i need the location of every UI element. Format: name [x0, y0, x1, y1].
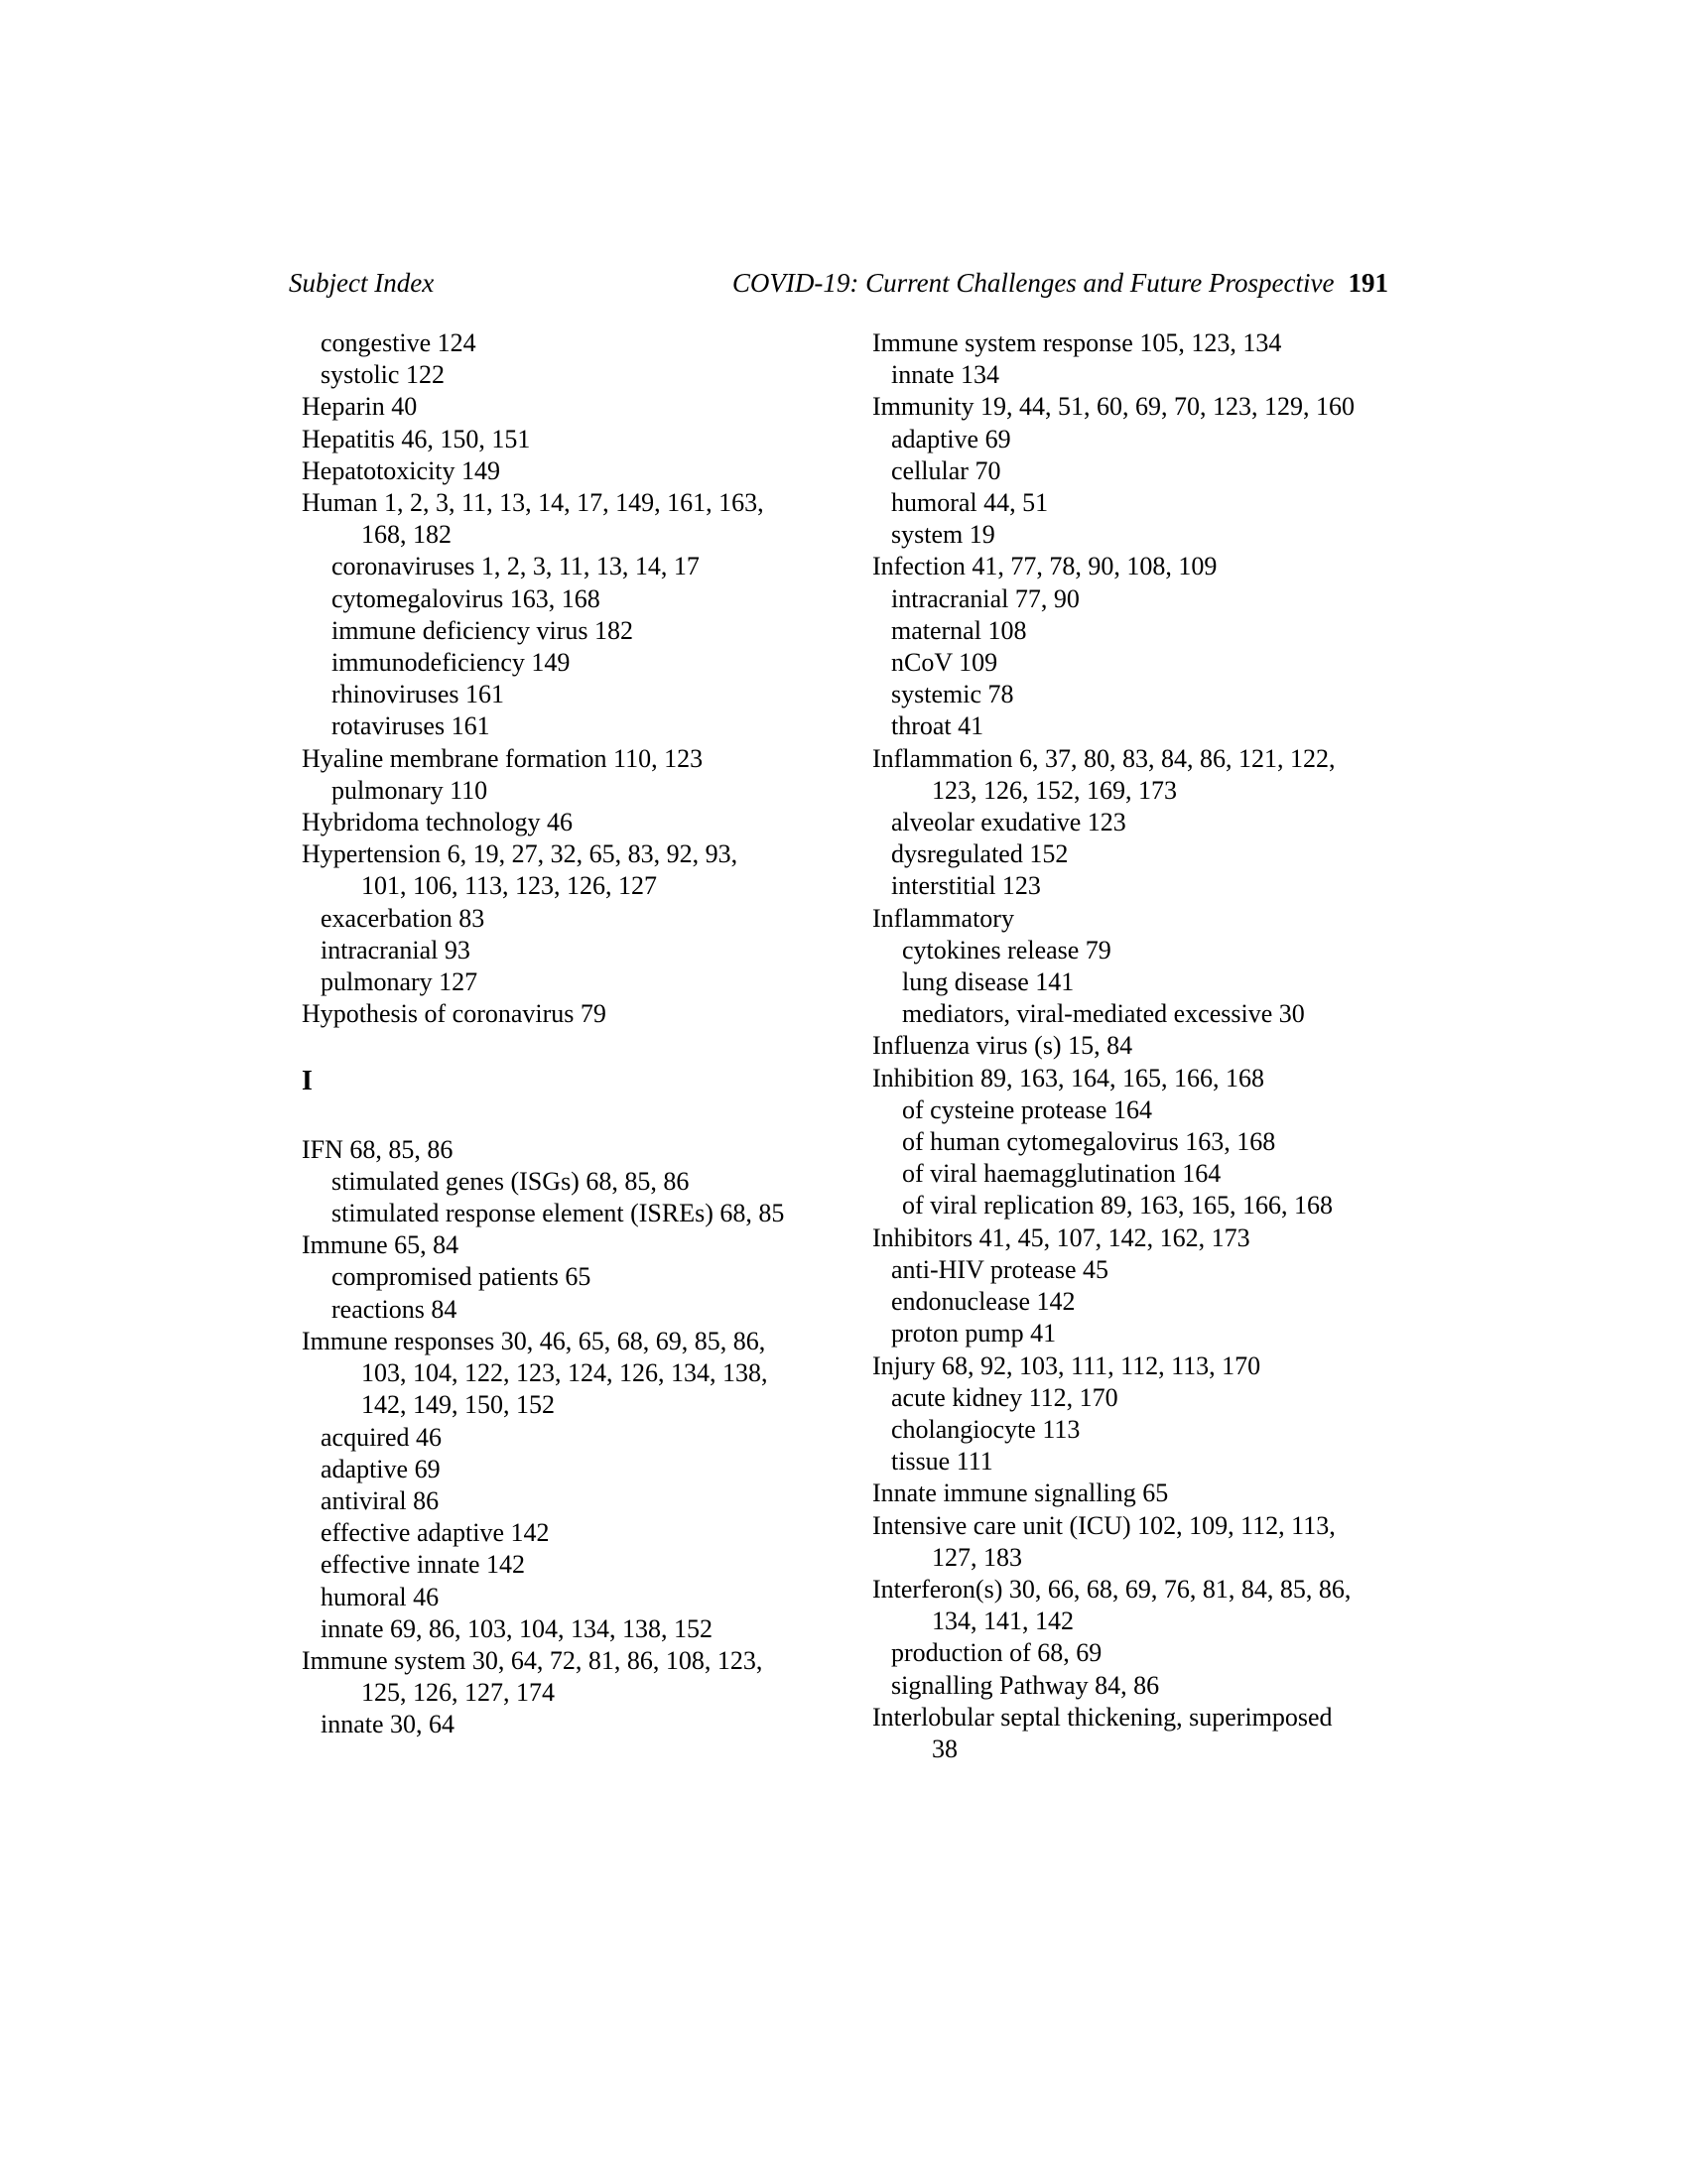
index-entry-line: Innate immune signalling 65: [872, 1478, 1169, 1508]
index-entry-line: intracranial 77, 90: [891, 583, 1080, 613]
index-blank-line: [302, 1030, 857, 1066]
index-entry-line: Heparin 40: [302, 392, 418, 422]
index-entry-line: exacerbation 83: [321, 903, 485, 933]
index-blank-line: [302, 1098, 857, 1134]
index-entry-line: compromised patients 65: [331, 1262, 591, 1292]
index-entry-line: Inflammatory: [872, 903, 1014, 933]
index-entry-line: stimulated response element (ISREs) 68, 85: [331, 1199, 785, 1228]
index-entry-line: cytokines release 79: [902, 935, 1111, 964]
index-entry-line: throat 41: [891, 711, 984, 741]
index-entry-line: 125, 126, 127, 174: [361, 1678, 555, 1708]
index-entry-line: Immunity 19, 44, 51, 60, 69, 70, 123, 129, 160: [872, 392, 1356, 422]
index-entry-line: Hypothesis of coronavirus 79: [302, 999, 606, 1029]
index-entry-line: 127, 183: [932, 1542, 1022, 1572]
index-entry-line: Hybridoma technology 46: [302, 808, 573, 837]
page-number: 191: [1348, 268, 1388, 298]
index-entry-line: innate 69, 86, 103, 104, 134, 138, 152: [321, 1613, 714, 1643]
index-entry-line: alveolar exudative 123: [891, 808, 1126, 837]
index-entry-line: of viral haemagglutination 164: [902, 1159, 1222, 1189]
index-entry-line: of viral replication 89, 163, 165, 166, 168: [902, 1191, 1333, 1220]
index-entry-line: of cysteine protease 164: [902, 1094, 1152, 1124]
index-column-left: [302, 327, 857, 1741]
index-entry-line: 123, 126, 152, 169, 173: [932, 775, 1177, 805]
index-entry-line: coronaviruses 1, 2, 3, 11, 13, 14, 17: [331, 552, 700, 581]
index-entry-line: lung disease 141: [902, 967, 1075, 997]
index-entry-line: maternal 108: [891, 615, 1027, 645]
index-entry-line: IFN 68, 85, 86: [302, 1134, 454, 1164]
index-entry-line: nCoV 109: [891, 648, 998, 678]
index-entry-line: Injury 68, 92, 103, 111, 112, 113, 170: [872, 1350, 1261, 1380]
index-entry-line: Immune 65, 84: [302, 1230, 459, 1260]
index-entry-line: Hyaline membrane formation 110, 123: [302, 743, 704, 773]
index-entry-line: antiviral 86: [321, 1485, 440, 1515]
index-entry-line: anti-HIV protease 45: [891, 1254, 1109, 1284]
index-entry-line: Intensive care unit (ICU) 102, 109, 112, 113,: [872, 1510, 1336, 1540]
index-entry-line: 103, 104, 122, 123, 124, 126, 134, 138,: [361, 1358, 768, 1388]
index-entry-line: humoral 44, 51: [891, 488, 1049, 518]
page-header: [289, 268, 1388, 298]
index-entry-line: 134, 141, 142: [932, 1606, 1074, 1636]
index-entry-line: Immune system response 105, 123, 134: [872, 328, 1282, 357]
index-entry-line: Immune responses 30, 46, 65, 68, 69, 85, 86,: [302, 1326, 766, 1355]
index-entry-line: Influenza virus (s) 15, 84: [872, 1031, 1133, 1061]
index-entry-line: immune deficiency virus 182: [331, 615, 633, 645]
index-column-right: [872, 327, 1428, 1765]
index-entry-line: rotaviruses 161: [331, 711, 490, 741]
index-entry-line: Infection 41, 77, 78, 90, 108, 109: [872, 552, 1218, 581]
index-entry-line: pulmonary 110: [331, 775, 488, 805]
index-entry-line: Human 1, 2, 3, 11, 13, 14, 17, 149, 161, 163,: [302, 488, 764, 518]
index-entry-line: 168, 182: [361, 520, 452, 550]
index-entry-line: acquired 46: [321, 1422, 443, 1452]
index-entry-line: Hepatitis 46, 150, 151: [302, 424, 531, 453]
index-entry-line: cellular 70: [891, 455, 1001, 485]
running-head-right: [732, 268, 1388, 298]
index-entry-line: proton pump 41: [891, 1319, 1057, 1349]
index-entry-line: dysregulated 152: [891, 839, 1069, 869]
index-entry-line: immunodeficiency 149: [331, 648, 571, 678]
index-entry-line: signalling Pathway 84, 86: [891, 1670, 1160, 1700]
index-entry-line: 142, 149, 150, 152: [361, 1390, 555, 1420]
index-entry-line: systemic 78: [891, 680, 1014, 709]
index-entry-line: effective adaptive 142: [321, 1518, 550, 1548]
index-entry-line: Hypertension 6, 19, 27, 32, 65, 83, 92, 93,: [302, 839, 738, 869]
index-entry-line: Immune system 30, 64, 72, 81, 86, 108, 123,: [302, 1645, 763, 1675]
index-entry-line: pulmonary 127: [321, 967, 478, 997]
index-entry-line: interstitial 123: [891, 871, 1041, 901]
index-entry-line: intracranial 93: [321, 935, 470, 964]
index-entry-line: reactions 84: [331, 1294, 457, 1324]
index-entry-line: of human cytomegalovirus 163, 168: [902, 1127, 1276, 1157]
index-entry-line: tissue 111: [891, 1447, 993, 1477]
index-entry-line: innate 134: [891, 360, 1000, 390]
index-entry-line: Inhibition 89, 163, 164, 165, 166, 168: [872, 1063, 1265, 1092]
index-entry-line: acute kidney 112, 170: [891, 1382, 1118, 1412]
running-head-book-title: COVID-19: Current Challenges and Future Prospective: [731, 268, 1335, 298]
index-entry-line: systolic 122: [321, 360, 445, 390]
index-entry-line: cholangiocyte 113: [891, 1414, 1081, 1444]
index-entry-line: stimulated genes (ISGs) 68, 85, 86: [331, 1166, 690, 1196]
index-entry-line: humoral 46: [321, 1582, 440, 1611]
index-entry-line: endonuclease 142: [891, 1287, 1076, 1317]
index-entry-line: mediators, viral-mediated excessive 30: [902, 999, 1305, 1029]
index-entry-line: congestive 124: [321, 328, 476, 357]
index-entry-line: Hepatotoxicity 149: [302, 455, 501, 485]
index-entry-line: system 19: [891, 520, 995, 550]
index-entry-line: Inflammation 6, 37, 80, 83, 84, 86, 121, 122,: [872, 743, 1336, 773]
index-entry-line: adaptive 69: [891, 424, 1011, 453]
index-entry-line: production of 68, 69: [891, 1638, 1103, 1668]
index-entry-line: cytomegalovirus 163, 168: [331, 583, 600, 613]
index-entry-line: Interlobular septal thickening, superimposed: [872, 1702, 1333, 1732]
index-entry-line: rhinoviruses 161: [331, 680, 505, 709]
running-head-section-title: Subject Index: [289, 268, 435, 298]
index-section-heading: I: [302, 1066, 313, 1097]
index-entry-line: Inhibitors 41, 45, 107, 142, 162, 173: [872, 1222, 1250, 1252]
index-entry-line: innate 30, 64: [321, 1710, 455, 1739]
index-entry-line: 38: [932, 1734, 958, 1763]
index-entry-line: 101, 106, 113, 123, 126, 127: [361, 871, 658, 901]
index-entry-line: Interferon(s) 30, 66, 68, 69, 76, 81, 84, 85, 86,: [872, 1574, 1352, 1604]
index-entry-line: effective innate 142: [321, 1550, 525, 1580]
index-entry-line: adaptive 69: [321, 1454, 441, 1483]
